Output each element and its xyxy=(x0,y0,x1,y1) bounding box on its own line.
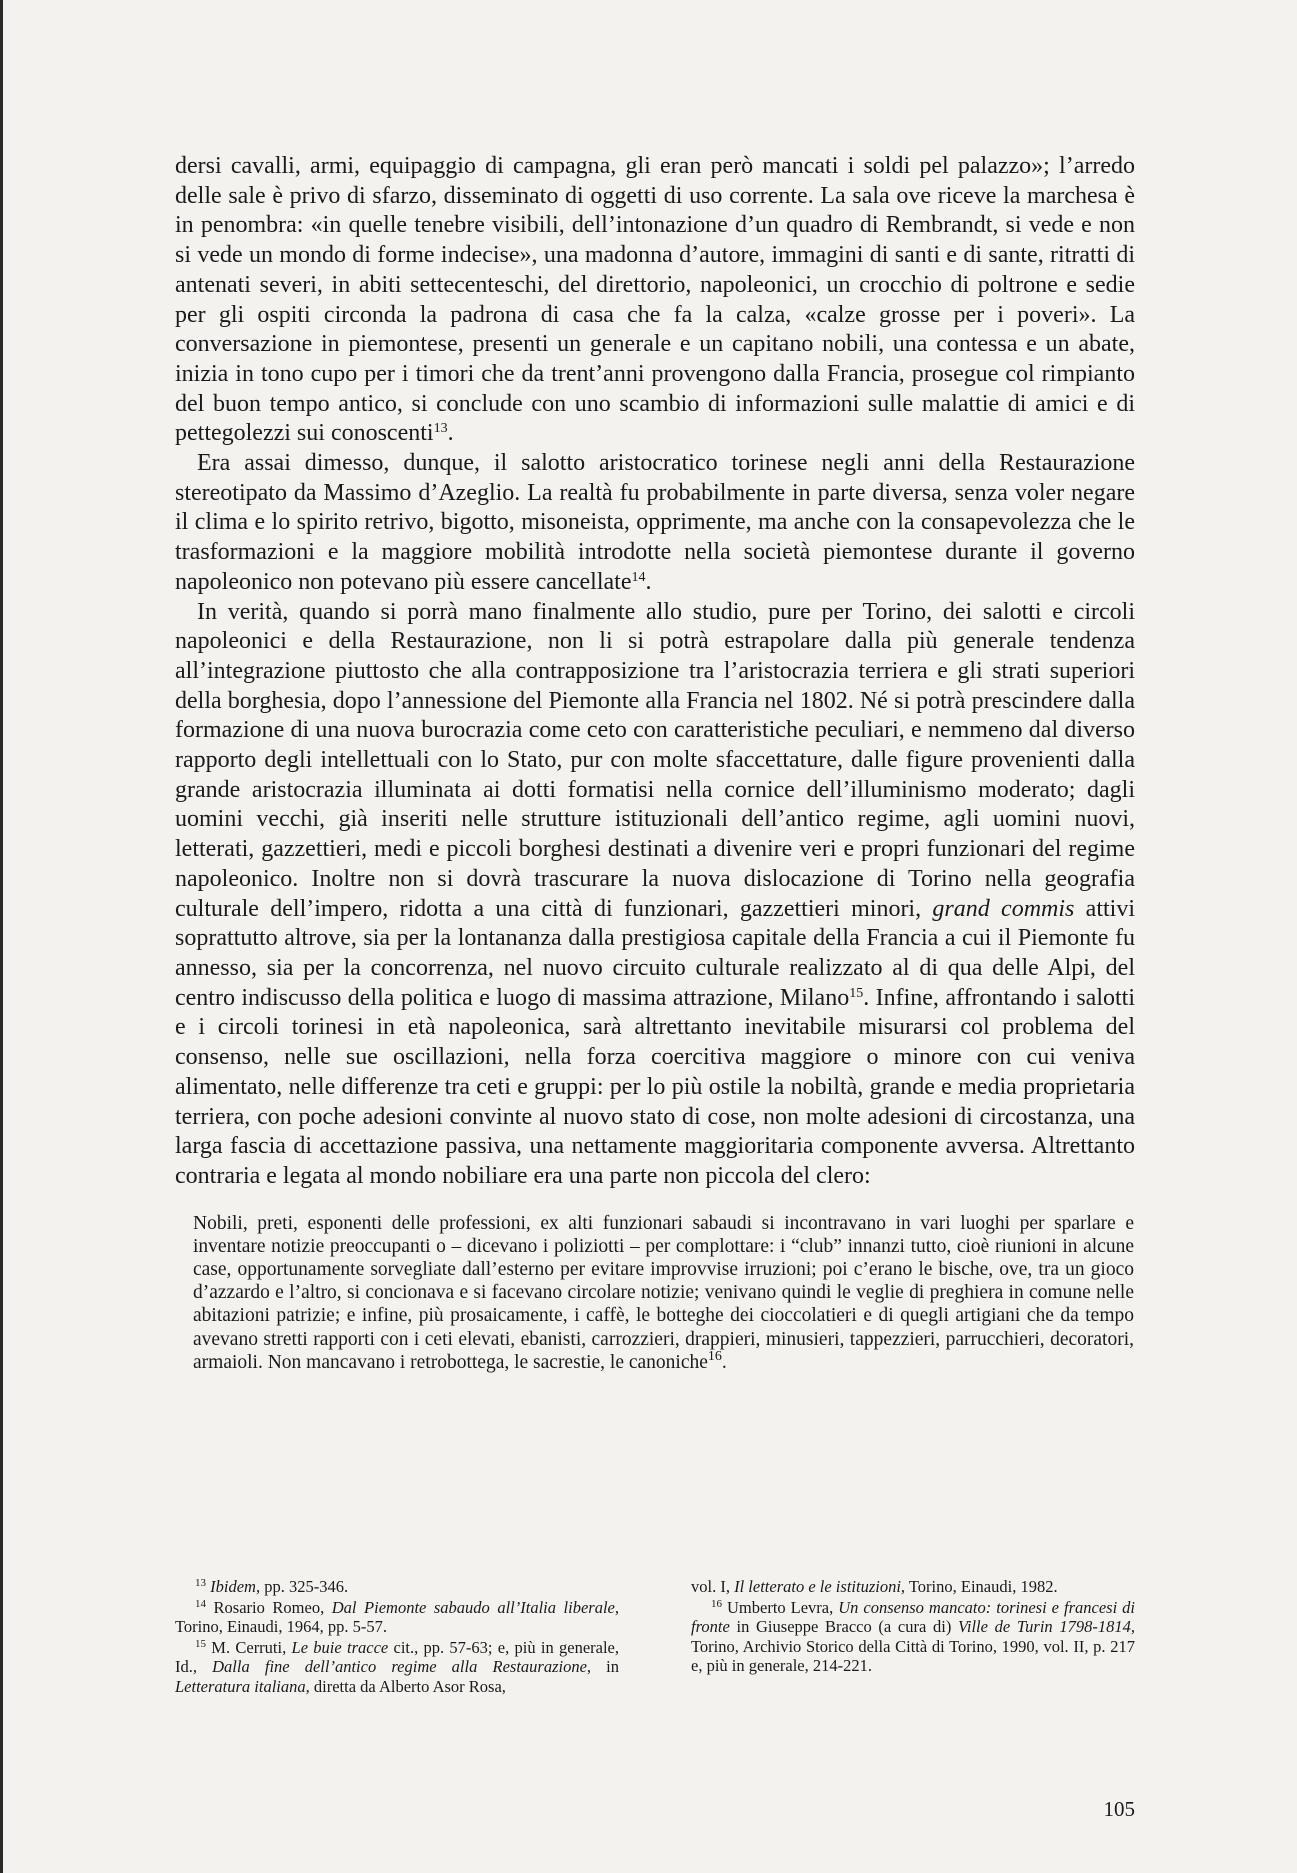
italic-text: Dalla fine dell’antico regime alla Restaurazione xyxy=(212,1657,587,1677)
body-paragraph xyxy=(175,598,1135,1192)
text-run: . xyxy=(645,568,652,595)
text-run: vol. I, xyxy=(691,1577,735,1596)
page-edge xyxy=(0,0,3,1873)
footnote-reference: 13 xyxy=(195,1577,206,1589)
footnote-reference: 14 xyxy=(631,569,646,585)
italic-text: Un consenso mancato: torinesi e francesi di fronte xyxy=(691,1597,1135,1637)
footnote xyxy=(175,1638,619,1697)
text-run: in Giuseppe Bracco (a cura di) xyxy=(729,1617,959,1637)
text-run: . Infine, affrontando i salotti e i circoli torinesi in età napoleonica, sarà altrettanto inevitabile misurarsi col problema del consenso, nelle sue oscillazioni, nella forza coercitiva maggiore o minore con cui veniva alimentato, nelle differenze tra ceti e gruppi: per lo più ostile la nobiltà, grande e media proprietaria terriera, con poche adesioni convinte al nuovo stato di cose, non molte adesioni di circostanza, una larga fascia di accettazione passiva, una nettamente maggioritaria componente avversa. Altrettanto contraria e legata al mondo nobiliare era una parte non piccola del clero: xyxy=(175,984,1135,1189)
italic-text: Letteratura italiana xyxy=(175,1676,306,1696)
text-run: cit., pp. 57-63; e, più in generale, Id., xyxy=(175,1637,619,1677)
italic-text: Dal Piemonte sabaudo all’Italia liberale xyxy=(331,1597,615,1617)
footnote xyxy=(691,1598,1135,1676)
text-run: , Torino, Einaudi, 1964, pp. 5-57. xyxy=(175,1597,619,1637)
page-content xyxy=(175,152,1135,1374)
text-run: , in xyxy=(586,1657,619,1677)
text-run: . xyxy=(721,1351,727,1373)
footnote-reference: 14 xyxy=(195,1597,206,1610)
body-paragraph xyxy=(175,449,1135,598)
text-run: dersi cavalli, armi, equipaggio di campagna, gli eran però mancati i soldi pel palazzo»; l’arredo delle sale è privo di sfarzo, disseminato di oggetti di uso corrente. La sala ove riceve la marchesa è in penombra: «in quelle tenebre visibili, dell’intonazione d’un quadro di Rembrandt, si vede e non si vede un mondo di forme indecise», una madonna d’autore, immagini di santi e di sante, ritratti di antenati severi, in abiti settecenteschi, del direttorio, napoleonici, un crocchio di poltrone e sedie per gli ospiti circonda la padrona di casa che fa la calza, «calze grosse per i poveri». La conversazione in piemontese, presenti un generale e un capitano nobili, una contessa e un abate, inizia in tono cupo per i timori che da trent’anni provengono dalla Francia, prosegue col rimpianto del buon tempo antico, si conclude con uno scambio di informazioni sulle malattie di amici e di pettegolezzi sui conoscenti xyxy=(175,153,1135,447)
page-number: 105 xyxy=(1103,1797,1135,1821)
footnotes-left-column xyxy=(175,1577,619,1698)
footnote xyxy=(691,1577,1135,1597)
footnote-reference: 15 xyxy=(849,985,864,1001)
text-run: Rosario Romeo, xyxy=(206,1597,332,1617)
footnote-reference: 13 xyxy=(433,421,448,437)
text-run: Era assai dimesso, dunque, il salotto aristocratico torinese negli anni della Restaurazione stereotipato da Massimo d’Azeglio. La realtà fu probabilmente in parte diversa, senza voler negare il clima e lo spirito retrivo, bigotto, misoneista, opprimente, ma anche con la consapevolezza che le trasformazioni e la maggiore mobilità introdotte nella società piemontese durante il governo napoleonico non potevano più essere cancellate xyxy=(175,450,1135,595)
text-run: . xyxy=(447,420,454,447)
italic-text: Ville de Turin 1798-1814 xyxy=(958,1617,1131,1637)
body-paragraph xyxy=(175,152,1135,449)
footnote-reference: 15 xyxy=(195,1637,206,1650)
block-quote-paragraph xyxy=(193,1212,1134,1374)
text-run: , pp. 325-346. xyxy=(255,1577,349,1596)
footnotes xyxy=(175,1577,1135,1698)
footnote xyxy=(175,1577,619,1597)
text-run: M. Cerruti, xyxy=(206,1637,292,1657)
footnote-reference: 16 xyxy=(707,1348,722,1364)
main-text xyxy=(175,152,1135,1192)
footnote-reference: 16 xyxy=(711,1597,722,1610)
text-run: , diretta da Alberto Asor Rosa, xyxy=(305,1676,506,1696)
text-run: In verità, quando si porrà mano finalmente allo studio, pure per Torino, dei salotti e circoli napoleonici e della Restaurazione, non li si potrà estrapolare dalla più generale tendenza all’integrazione piuttosto che alla contrapposizione tra l’aristocrazia terriera e gli strati superiori della borghesia, dopo l’annessione del Piemonte alla Francia nel 1802. Né si potrà prescindere dalla formazione di una nuova burocrazia come ceto con caratteristiche peculiari, e nemmeno dal diverso rapporto degli intellettuali con lo Stato, pur con molte sfaccettature, dalle figure provenienti dalla grande aristocrazia illuminata ai dotti formatisi nella cornice dell’illuminismo moderato; dagli uomini vecchi, già inseriti nelle strutture istituzionali dell’antico regime, agli uomini nuovi, letterati, gazzettieri, medi e piccoli borghesi destinati a divenire veri e propri funzionari del regime napoleonico. Inoltre non si dovrà trascurare la nuova dislocazione di Torino nella geografia culturale dell’impero, ridotta a una città di funzionari, gazzettieri minori, xyxy=(175,598,1135,922)
text-run: Umberto Levra, xyxy=(722,1597,839,1617)
italic-text: Ibidem xyxy=(210,1577,256,1596)
italic-text: grand commis xyxy=(932,895,1075,922)
footnotes-right-column xyxy=(691,1577,1135,1698)
italic-text: Il letterato e le istituzioni xyxy=(734,1577,901,1596)
block-quote xyxy=(193,1212,1134,1374)
text-run: Nobili, preti, esponenti delle professioni, ex alti funzionari sabaudi si incontravano in vari luoghi per sparlare e inventare notizie preoccupanti o – dicevano i poliziotti – per complottare: i “club” innanzi tutto, cioè riunioni in alcune case, opportunamente sorvegliate dall’esterno per evitare improvvise irruzioni; poi c’erano le bische, ove, tra un gioco d’azzardo e l’altro, si concionava e si facevano circolare notizie; venivano quindi le veglie di preghiera in comune nelle abitazioni patrizie; e infine, più prosaicamente, i caffè, le botteghe dei cioccolatieri e di quegli artigiani che da tempo avevano stretti rapporti con i ceti elevati, ebanisti, carrozzieri, drappieri, minusieri, tappezzieri, parrucchieri, decoratori, armaioli. Non mancavano i retrobottega, le sacrestie, le canoniche xyxy=(193,1212,1134,1373)
italic-text: Le buie tracce xyxy=(291,1637,389,1657)
text-run: , Torino, Archivio Storico della Città di Torino, 1990, vol. II, p. 217 e, più in generale, 214-221. xyxy=(691,1617,1135,1676)
footnote xyxy=(175,1598,619,1637)
text-run: , Torino, Einaudi, 1982. xyxy=(900,1577,1058,1596)
text-run: attivi soprattutto altrove, sia per la lontananza dalla prestigiosa capitale della Francia a cui il Piemonte fu annesso, sia per la concorrenza, nel nuovo circuito culturale realizzato al di qua delle Alpi, del centro indiscusso della politica e luogo di massima attrazione, Milano xyxy=(175,895,1135,1011)
